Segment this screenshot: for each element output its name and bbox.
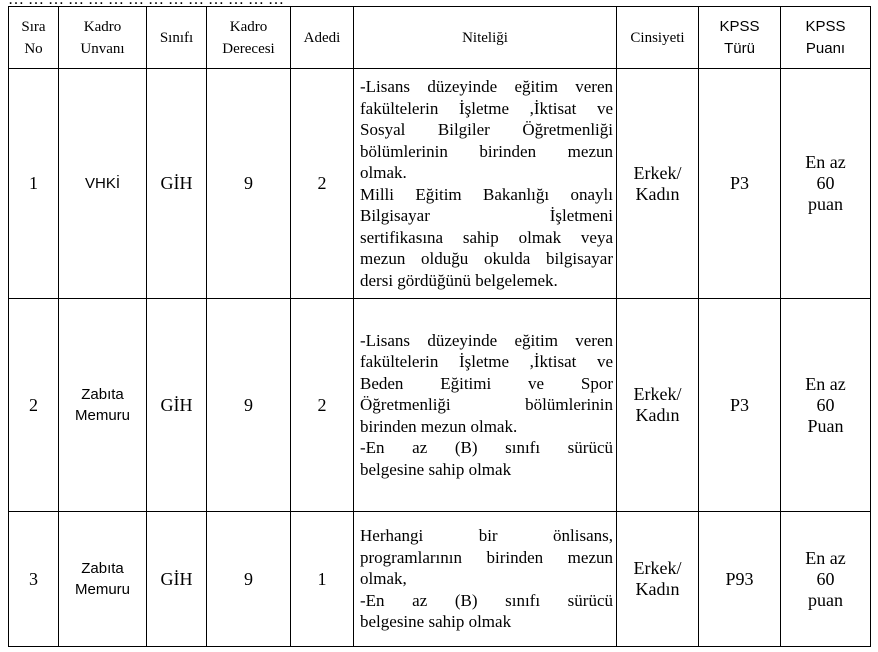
cell-title: Zabıta Memuru <box>59 512 147 647</box>
cell-kpss-score: En az 60 puan <box>781 512 871 647</box>
cell-qualification: -Lisans düzeyinde eğitim veren fakültelerin İşletme ,İktisat ve Sosyal Bilgiler Öğretmenliği bölümlerinin birinden mezun olmak. Milli Eğitim Bakanlığı onaylı Bilgisayar İşletmeni sertifikasına sahip olmak veya mezun olduğu okulda bilgisayar dersi gördüğünü belgelemek. <box>354 69 617 299</box>
cell-degree: 9 <box>207 69 291 299</box>
job-positions-table <box>8 6 871 647</box>
cell-count: 2 <box>291 299 354 512</box>
cell-kpss-type: P93 <box>699 512 781 647</box>
col-header-count: Adedi <box>291 7 354 69</box>
col-header-no: Sıra No <box>9 7 59 69</box>
table-row <box>9 512 871 647</box>
table-row <box>9 299 871 512</box>
cell-count: 2 <box>291 69 354 299</box>
cell-kpss-score: En az 60 puan <box>781 69 871 299</box>
cell-title: VHKİ <box>59 69 147 299</box>
cell-kpss-type: P3 <box>699 299 781 512</box>
cell-degree: 9 <box>207 512 291 647</box>
cell-class: GİH <box>147 69 207 299</box>
cell-gender: Erkek/ Kadın <box>617 512 699 647</box>
cell-gender: Erkek/ Kadın <box>617 299 699 512</box>
cell-no: 3 <box>9 512 59 647</box>
col-header-kpss-type: KPSS Türü <box>699 7 781 69</box>
cell-no: 1 <box>9 69 59 299</box>
col-header-class: Sınıfı <box>147 7 207 69</box>
col-header-gender: Cinsiyeti <box>617 7 699 69</box>
table-row <box>9 69 871 299</box>
cell-count: 1 <box>291 512 354 647</box>
cell-gender: Erkek/ Kadın <box>617 69 699 299</box>
cell-qualification: -Lisans düzeyinde eğitim veren fakültelerin İşletme ,İktisat ve Beden Eğitimi ve Spor Öğretmenliği bölümlerinin birinden mezun olmak. -En az (B) sınıfı sürücü belgesine sahip olmak <box>354 299 617 512</box>
cell-qualification: Herhangi bir önlisans, programlarının birinden mezun olmak, -En az (B) sınıfı sürücü belgesine sahip olmak <box>354 512 617 647</box>
cell-title: Zabıta Memuru <box>59 299 147 512</box>
col-header-title: Kadro Unvanı <box>59 7 147 69</box>
col-header-degree: Kadro Derecesi <box>207 7 291 69</box>
cell-class: GİH <box>147 299 207 512</box>
col-header-kpss-score: KPSS Puanı <box>781 7 871 69</box>
cell-degree: 9 <box>207 299 291 512</box>
cell-kpss-score: En az 60 Puan <box>781 299 871 512</box>
header-row <box>9 7 871 69</box>
cell-kpss-type: P3 <box>699 69 781 299</box>
col-header-qualification: Niteliği <box>354 7 617 69</box>
cell-class: GİH <box>147 512 207 647</box>
cell-no: 2 <box>9 299 59 512</box>
